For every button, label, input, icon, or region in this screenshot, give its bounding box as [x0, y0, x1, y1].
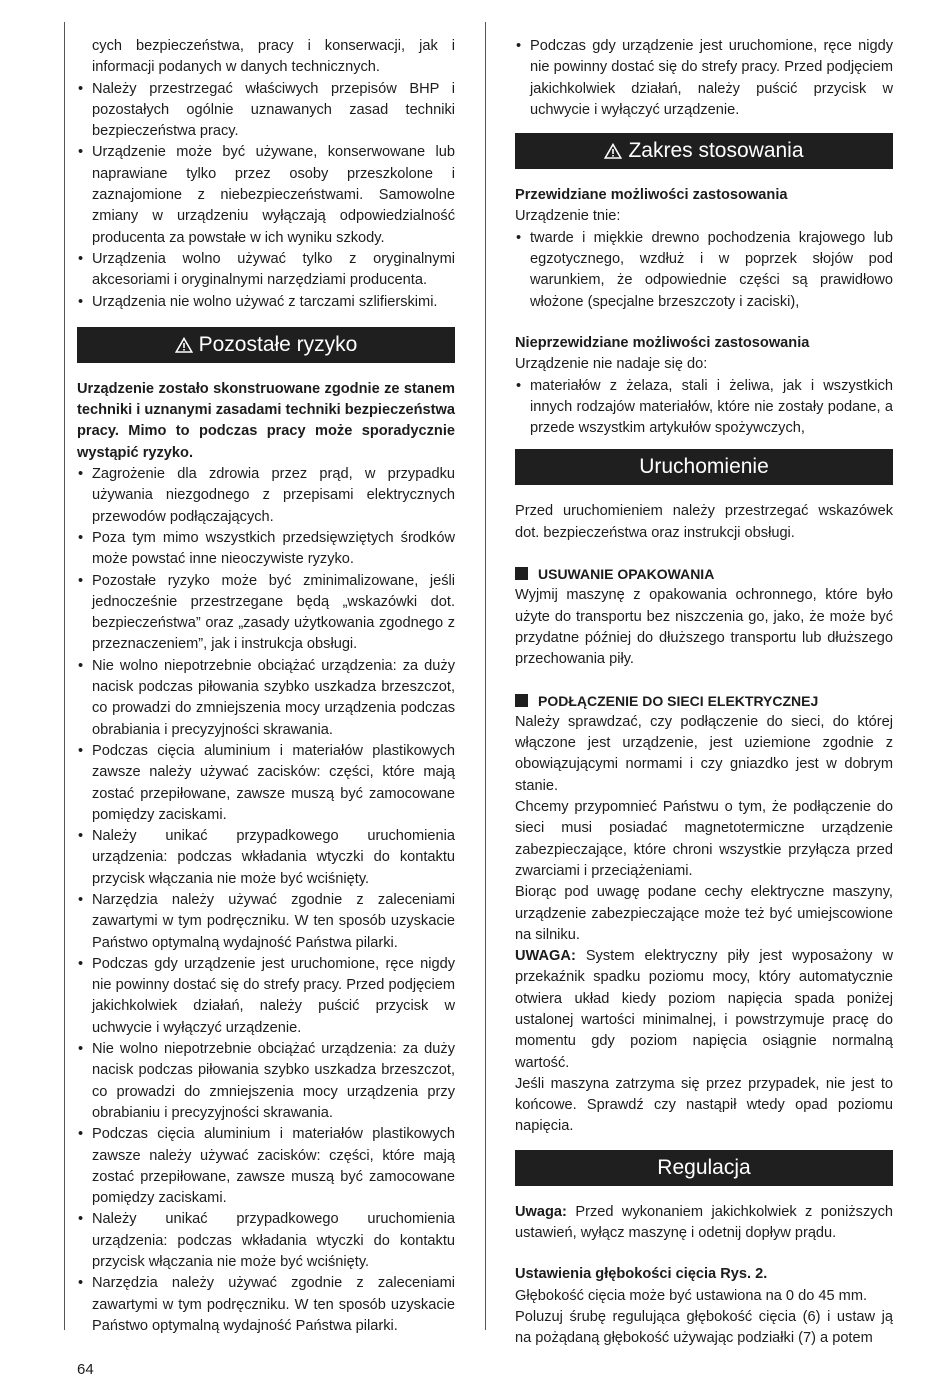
list-item: • Urządzenia nie wolno używać z tarczami szlifierskimi.	[77, 292, 455, 313]
warning-triangle-icon	[175, 327, 193, 363]
right-column	[515, 36, 893, 1350]
note-label: Uwaga:	[515, 1203, 567, 1220]
list-item: • Zagrożenie dla zdrowia przez prąd, w przypadku używania niezgodnego z przepisami elektrycznych przewodów podłączających.	[77, 464, 455, 528]
list-item: • Nie wolno niepotrzebnie obciążać urządzenia: za duży nacisk podczas piłowania szybko uszkadza brzeszczot, co prowadzi do zmniejszenia mocy urządzenia podczas obrabiania i precyzyjności skrawania.	[77, 656, 455, 741]
list-item: • Urządzenie może być używane, konserwowane lub naprawiane tylko przez osoby przeszkolone i zaznajomione z niebezpieczeństwami. Samowolne zmiany w urządzeniu wyłączają odpowiedzialność producenta za powstałe w ich wyniku szkody.	[77, 142, 455, 248]
list-item: • materiałów z żelaza, stali i żeliwa, jak i wszystkich innych rodzajów materiałów, które nie zostały podane, a przede wszystkim artykułów spożywczych,	[515, 376, 893, 440]
note-text: Przed wykonaniem jakichkolwiek z poniższych ustawień, wyłącz maszynę i odetnij dopływ prądu.	[515, 1203, 893, 1242]
section-heading-text: Regulacja	[657, 1155, 751, 1179]
list-item: • Poza tym mimo wszystkich przedsięwziętych środków może powstać inne nieoczywiste ryzyko.	[77, 528, 455, 571]
unintended-use-intro: Urządzenie nie nadaje się do:	[515, 356, 708, 373]
top-bullet-list	[515, 36, 893, 121]
power-paragraph: Chcemy przypomnieć Państwu o tym, że podłączenie do sieci musi posiadać magnetotermiczne urządzenie zabezpieczające, które chroni wszystkie przyłącza przed zwarciami i przeciążeniami.	[515, 799, 893, 879]
power-connection-title: PODŁĄCZENIE DO SIECI ELEKTRYCZNEJ	[515, 691, 893, 712]
power-paragraph: Jeśli maszyna zatrzyma się przez przypadek, nie jest to końcowe. Sprawdź czy nastąpił wtedy opad poziomu napięcia.	[515, 1075, 893, 1135]
power-paragraph: Biorąc pod uwagę podane cechy elektryczne maszyny, urządzenie zabezpieczające może też być umiejscowione na silniku.	[515, 884, 893, 943]
unintended-use-list	[515, 376, 893, 440]
list-item: • Podczas gdy urządzenie jest uruchomione, ręce nigdy nie powinny dostać się do strefy pracy. Przed podjęciem jakichkolwiek działań, należy puścić przycisk w uchwycie i wyłączyć urządzenie.	[77, 954, 455, 1039]
page-number: 64	[77, 1361, 94, 1378]
square-bullet-icon	[515, 567, 528, 580]
left-column	[77, 36, 455, 1337]
section-heading-adjustment	[515, 1150, 893, 1186]
intended-use-intro: Urządzenie tnie:	[515, 208, 621, 225]
section-heading-text: Uruchomienie	[639, 455, 769, 479]
list-item: • Urządzenia wolno używać tylko z oryginalnymi akcesoriami i oryginalnymi narzędziami producenta.	[77, 249, 455, 292]
power-warning	[515, 946, 893, 1074]
center-column-rule	[485, 22, 486, 1330]
list-item: • Podczas gdy urządzenie jest uruchomione, ręce nigdy nie powinny dostać się do strefy pracy. Przed podjęciem jakichkolwiek działań, należy puścić przycisk w uchwycie i wyłączyć urządzenie.	[515, 36, 893, 121]
risk-intro: Urządzenie zostało skonstruowane zgodnie ze stanem techniki i uznanymi zasadami techniki bezpieczeństwa pracy. Mimo to podczas pracy może sporadycznie wystąpić ryzyko.	[77, 380, 455, 461]
square-bullet-icon	[515, 694, 528, 707]
section-heading-residual-risk	[77, 327, 455, 363]
adjustment-note	[515, 1202, 893, 1245]
list-item: • Nie wolno niepotrzebnie obciążać urządzenia: za duży nacisk podczas piłowania szybko uszkadza brzeszczot, co prowadzi do zmniejszenia mocy urządzenia przy obrabianiu i precyzyjności skrawania.	[77, 1039, 455, 1124]
list-item: • Należy unikać przypadkowego uruchomienia urządzenia: podczas wkładania wtyczki do kontaktu przycisk włączania nie może być wciśnięty.	[77, 1209, 455, 1273]
list-item: • twarde i miękkie drewno pochodzenia krajowego lub egzotycznego, wzdłuż i w poprzek słojów pod warunkiem, że odpowiednie części są prawidłowo włożone (specjalne brzeszczoty i zaciski),	[515, 228, 893, 313]
list-item: • Narzędzia należy używać zgodnie z zaleceniami zawartymi w tym podręczniku. W ten sposób uzyskacie Państwo optymalną wydajność Państwa pilarki.	[77, 1273, 455, 1337]
section-heading-text: Pozostałe ryzyko	[198, 332, 358, 356]
startup-text: Przed uruchomieniem należy przestrzegać wskazówek dot. bezpieczeństwa oraz instrukcji obsługi.	[515, 503, 893, 541]
unpacking-text: Wyjmij maszynę z opakowania ochronnego, które było użyte do transportu bez niszczenia go, jako, że może być przydatne później do dłuższego transportu lub dłuższego przechowania piły.	[515, 587, 893, 668]
warning-label: UWAGA:	[515, 948, 576, 965]
section-heading-text: Zakres stosowania	[628, 139, 804, 163]
intended-use-title: Przewidziane możliwości zastosowania	[515, 187, 788, 204]
unpacking-title: USUWANIE OPAKOWANIA	[515, 564, 893, 585]
depth-paragraph: Głębokość cięcia może być ustawiona na 0 do 45 mm.	[515, 1287, 868, 1304]
depth-paragraph: Poluzuj śrubę regulująca głębokość cięcia (6) i ustaw ją na pożądaną głębokość używając podziałki (7) a potem	[515, 1308, 893, 1347]
warning-triangle-icon	[604, 133, 622, 169]
risk-bullet-list	[77, 464, 455, 1337]
list-item: • Podczas cięcia aluminium i materiałów plastikowych zawsze należy używać zacisków: części, które mają zostać przepiłowane, zawsze muszą być zamocowane pomiędzy zaciskami.	[77, 1124, 455, 1209]
list-item: • Należy unikać przypadkowego uruchomienia urządzenia: podczas wkładania wtyczki do kontaktu przycisk włączania nie może być wciśnięty.	[77, 826, 455, 890]
power-paragraph: Należy sprawdzać, czy podłączenie do sieci, do której włączone jest urządzenie, jest uziemione zgodnie z obowiązującymi normami i czy gniazdko jest w dobrym stanie.	[515, 713, 893, 794]
intro-bullet-list	[77, 79, 455, 313]
unintended-use-title: Nieprzewidziane możliwości zastosowania	[515, 334, 810, 351]
section-heading-scope	[515, 133, 893, 169]
list-item: • Narzędzia należy używać zgodnie z zaleceniami zawartymi w tym podręczniku. W ten sposób uzyskacie Państwo optymalną wydajność Państwa pilarki.	[77, 890, 455, 954]
section-heading-startup	[515, 449, 893, 485]
list-item: • Pozostałe ryzyko może być zminimalizowane, jeśli jednocześnie przestrzegane będą „wskazówki dot. bezpieczeństwa” oraz „zasady użytkowania zgodnego z przeznaczeniem”, jak i instrukcja obsługi.	[77, 571, 455, 656]
intended-use-list	[515, 228, 893, 313]
depth-title: Ustawienia głębokości cięcia Rys. 2.	[515, 1266, 768, 1283]
list-item: • Podczas cięcia aluminium i materiałów plastikowych zawsze należy używać zacisków: części, które mają zostać przepiłowane, zawsze muszą być zamocowane pomiędzy zaciskami.	[77, 741, 455, 826]
intro-continuation: cych bezpieczeństwa, pracy i konserwacji, jak i informacji podanych w danych technicznych.	[92, 38, 455, 76]
warning-text: System elektryczny piły jest wyposażony w przekaźnik spadku poziomu mocy, który automatycznie otwiera układ kiedy poziom napięcia spada poniżej ustalonej wartości minimalnej, i powstrzymuje pracę do momentu gdy poziom napięcia osiągnie normalną wartość.	[515, 948, 893, 1071]
left-column-rule	[64, 22, 65, 1330]
list-item: • Należy przestrzegać właściwych przepisów BHP i pozostałych ogólnie uznawanych zasad techniki bezpieczeństwa pracy.	[77, 79, 455, 143]
